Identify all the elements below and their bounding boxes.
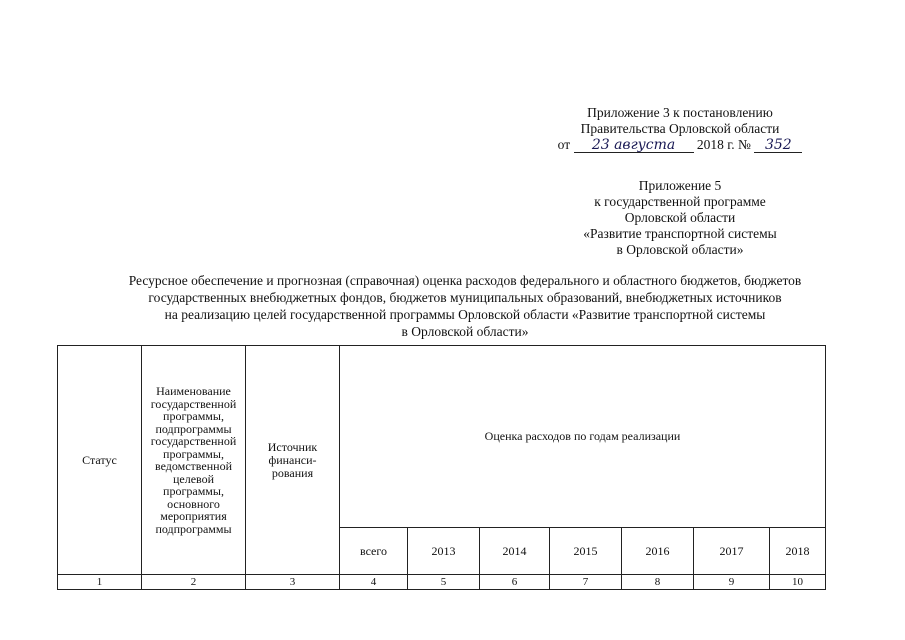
header-status: Статус xyxy=(58,346,142,575)
column-numbers-row xyxy=(58,575,826,590)
year-2015: 2015 xyxy=(550,528,622,575)
annex5-line2: к государственной программе xyxy=(594,194,766,209)
resource-table xyxy=(57,345,826,590)
header-program-name: Наименование государственной программы, подпрограммы государственной программы, ведомственной целевой программы, основного мероприятия подпрограммы xyxy=(142,346,246,575)
handwritten-number: 352 xyxy=(754,138,802,153)
annex3-date-line xyxy=(520,137,840,153)
year-suffix: 2018 г. № xyxy=(696,137,751,152)
annex5-line1: Приложение 5 xyxy=(638,178,722,193)
column-number: 6 xyxy=(480,575,550,590)
title-line3: на реализацию целей государственной программы Орловской области «Развитие транспортной системы xyxy=(164,307,766,322)
column-number: 10 xyxy=(770,575,826,590)
header-funding-source: Источник финанси-рования xyxy=(246,346,340,575)
column-number: 7 xyxy=(550,575,622,590)
document-title xyxy=(50,272,880,340)
year-2017: 2017 xyxy=(694,528,770,575)
column-number: 2 xyxy=(142,575,246,590)
handwritten-date: 23 августа xyxy=(574,138,694,153)
year-2014: 2014 xyxy=(480,528,550,575)
year-total: всего xyxy=(340,528,408,575)
title-line1: Ресурсное обеспечение и прогнозная (справочная) оценка расходов федерального и областного бюджетов, бюджетов xyxy=(128,273,802,288)
annex3-line2: Правительства Орловской области xyxy=(580,121,780,136)
column-number: 1 xyxy=(58,575,142,590)
annex3-line1: Приложение 3 к постановлению xyxy=(587,105,773,120)
year-2013: 2013 xyxy=(408,528,480,575)
annex5-line3: Орловской области xyxy=(624,210,736,225)
annex5-line5: в Орловской области» xyxy=(616,242,744,257)
year-2016: 2016 xyxy=(622,528,694,575)
annex5-header xyxy=(520,178,840,258)
resource-table-wrapper xyxy=(57,345,826,590)
annex5-line4: «Развитие транспортной системы xyxy=(583,226,777,241)
column-number: 9 xyxy=(694,575,770,590)
date-prefix: от xyxy=(557,137,571,152)
column-number: 3 xyxy=(246,575,340,590)
title-line4: в Орловской области» xyxy=(401,324,529,339)
annex3-header xyxy=(520,105,840,153)
header-expense-estimate: Оценка расходов по годам реализации xyxy=(340,346,826,528)
column-number: 4 xyxy=(340,575,408,590)
title-line2: государственных внебюджетных фондов, бюджетов муниципальных образований, внебюджетных источников xyxy=(148,290,782,305)
column-number: 5 xyxy=(408,575,480,590)
year-2018: 2018 xyxy=(770,528,826,575)
header-row xyxy=(58,346,826,528)
column-number: 8 xyxy=(622,575,694,590)
